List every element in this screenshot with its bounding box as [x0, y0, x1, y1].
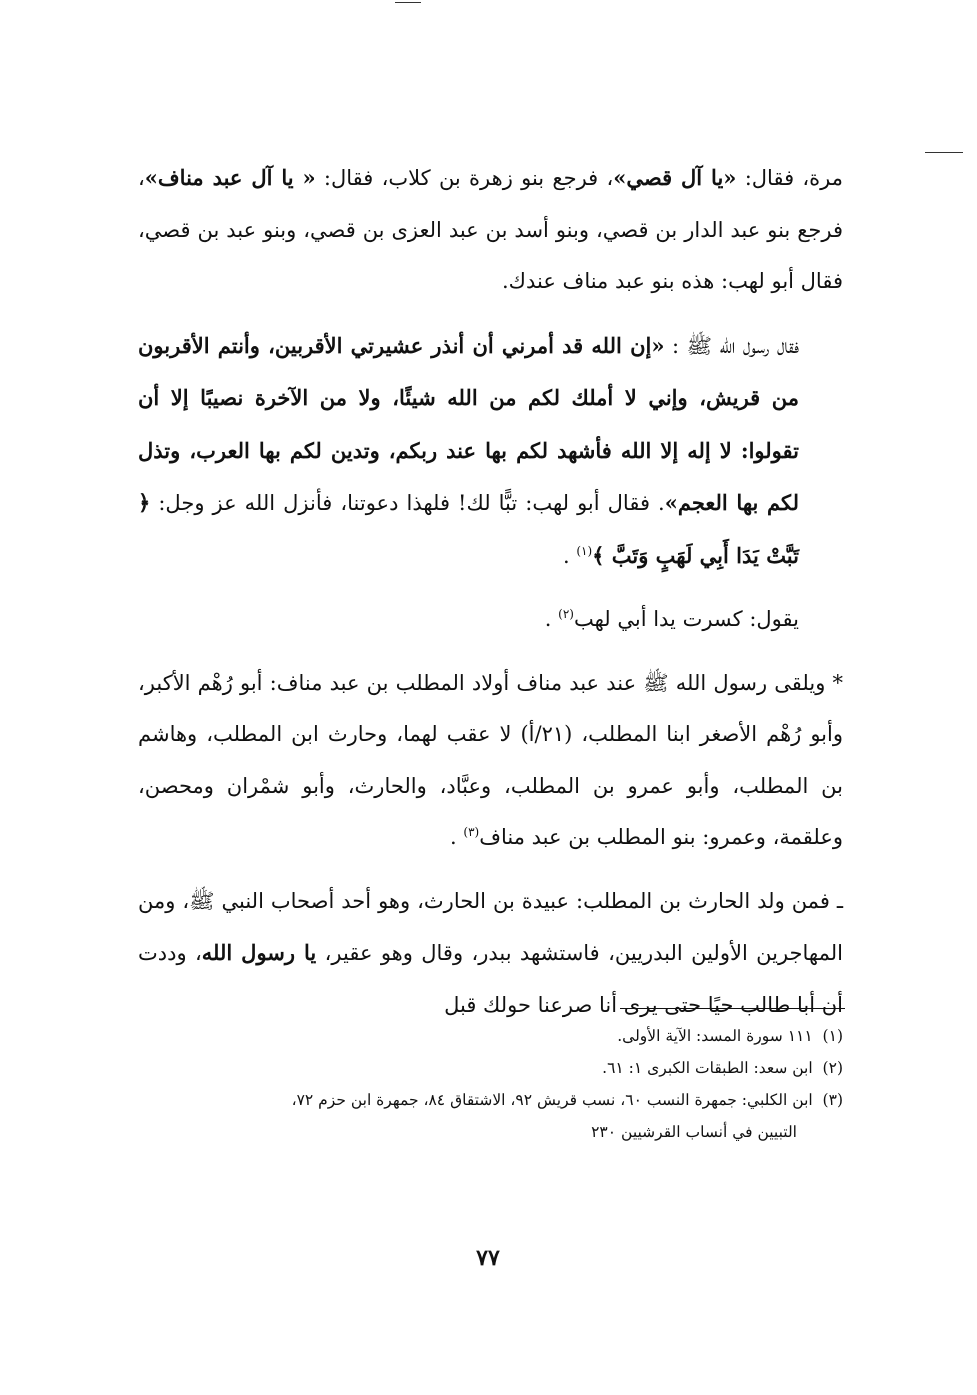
footnote-text: ابن سعد: الطبقات الكبرى ١: ٦١.	[602, 1059, 813, 1077]
paragraph-3	[138, 594, 843, 646]
main-text	[138, 152, 843, 1031]
bold-quote: «يا آل قصي»	[613, 165, 737, 190]
text-run: مرة، فقال:	[736, 166, 843, 190]
paragraph-2	[138, 320, 843, 583]
bold-quote: « يا آل عبد مناف»	[144, 165, 316, 190]
footnote-2	[138, 1052, 843, 1084]
text-run: ـ فمن ولد الحارث بن المطلب: عبيدة بن الحارث، وهو أحد أصحاب النبي ﷺ، ومن المهاجرين الأولين البدريين، فاستشهد ببدر، وقال وهو عقير،	[138, 888, 843, 965]
text-run: ، فرجع بنو عبد الدار بن قصي، وبنو أسد بن عبد العزى بن قصي، وبنو عبد بن قصي، فقال أبو لهب: هذه بنو عبد مناف عندك.	[138, 166, 843, 293]
footnote-1	[138, 1020, 843, 1052]
page-number: ٧٧	[476, 1245, 500, 1271]
footnotes	[138, 1020, 843, 1148]
bold-quote: يا رسول الله	[201, 940, 317, 965]
paragraph-1	[138, 152, 843, 308]
footnote-ref: (٣)	[463, 825, 480, 839]
paragraph-4	[138, 658, 843, 864]
footnote-text: ١١١ سورة المسد: الآية الأولى.	[617, 1027, 813, 1045]
text-run: ، فرجع بنو زهرة بن كلاب، فقال:	[315, 166, 614, 190]
text-run: .	[450, 825, 464, 849]
text-run: .	[544, 607, 559, 631]
text-run: يقول: كسرت يدا أبي لهب	[573, 607, 799, 631]
footnote-number: (٢)	[822, 1059, 843, 1077]
quran-verse: ﴿ تَبَّتْ يَدَا أَبِي لَهَبٍ وَتَبَّ ﴾	[138, 490, 799, 568]
footnote-ref: (٢)	[558, 607, 574, 621]
bold-quote: «إن الله قد أمرني أن أنذر عشيرتي الأقربين، وأنتم الأقربون من قريش، وإني لا أملك لكم من الله شيئًا، ولا من الآخرة نصيبًا إلا أن تقولوا: لا إله إلا الله فأشهد لكم بها عند ربكم، وتدين لكم بها العرب، وتذل لكم بها العجم»	[138, 332, 800, 515]
text-run: ، وددت أن أبا طالب حيًا حتى يرى أنا صرعنا حولك قبل	[138, 941, 843, 1017]
text-run: . فقال أبو لهب: تبًّا لك! فلهذا دعوتنا، فأنزل الله عز وجل:	[150, 491, 665, 515]
text-run: .	[562, 543, 577, 568]
footnote-3	[138, 1084, 843, 1116]
footnote-divider	[620, 1008, 845, 1009]
footnote-number: (١)	[822, 1027, 843, 1045]
footnote-text: ابن الكلبي: جمهرة النسب ٦٠، نسب قريش ٩٢، الاشتقاق ٨٤، جمهرة ابن حزم ٧٢،	[291, 1091, 813, 1109]
footnote-number: (٣)	[822, 1091, 843, 1109]
scan-mark-top	[395, 2, 421, 3]
footnote-ref: (١)	[576, 543, 593, 558]
text-run: * ويلقى رسول الله ﷺ عند عبد مناف أولاد المطلب بن عبد مناف: أبو رُهْم الأكبر، وأبو رُهْم الأصغر ابنا المطلب، (٢١/أ) لا عقب لهما، وحارث ابن المطلب، وهاشم بن المطلب، وأبو عمرو بن المطلب، وعبَّاد، والحارث، وأبو شمْران ومحصن، وعلقمة، وعمرو: بنو المطلب بن عبد مناف	[138, 670, 843, 849]
footnote-text: التبيين في أنساب القرشيين ٢٣٠	[591, 1123, 797, 1141]
scan-mark-side	[925, 152, 963, 153]
text-run: فقال رسول الله ﷺ :	[664, 333, 799, 358]
footnote-3-continuation	[138, 1116, 843, 1148]
